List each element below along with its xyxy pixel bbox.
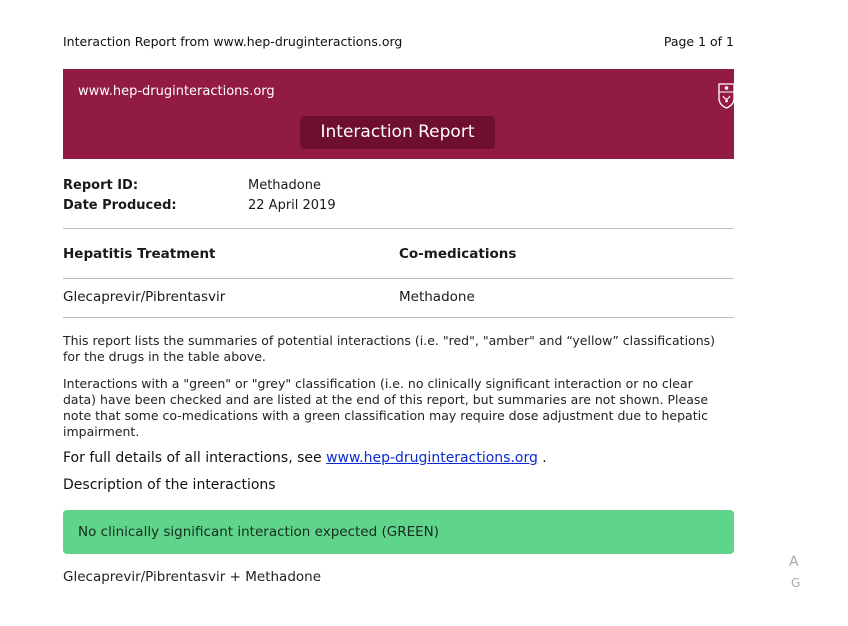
edge-letter-g: G	[791, 576, 801, 590]
details-prefix: For full details of all interactions, see	[63, 450, 327, 466]
divider	[63, 278, 734, 279]
cell-hepatitis-treatment: Glecaprevir/Pibrentasvir	[63, 289, 226, 305]
details-suffix: .	[537, 450, 547, 466]
meta-row-report-id	[63, 178, 463, 198]
divider	[63, 317, 734, 318]
date-label: Date Produced:	[63, 198, 177, 213]
description-heading: Description of the interactions	[63, 477, 276, 493]
divider	[63, 228, 734, 229]
intro-paragraph: This report lists the summaries of potential interactions (i.e. "red", "amber" and “yellow” classifications) for the drugs in the table above.	[63, 333, 716, 364]
crest-icon	[718, 83, 735, 109]
page-number: Page 1 of 1	[663, 34, 734, 49]
report-banner	[63, 69, 848, 159]
full-details-line	[63, 450, 547, 466]
cell-co-medication: Methadone	[399, 289, 475, 305]
report-id-value: Methadone	[248, 178, 321, 193]
header-co-medications: Co-medications	[399, 246, 517, 262]
banner-site-url: www.hep-druginteractions.org	[78, 84, 275, 99]
classification-paragraph: Interactions with a "green" or "grey" classification (i.e. no clinically significant interaction or no clear data) have been checked and are listed at the end of this report, but summaries are not shown. Please note that some co-medications with a green classification may require dose adjustment due to hepatic impairment.	[63, 376, 709, 439]
interaction-pair: Glecaprevir/Pibrentasvir + Methadone	[63, 569, 322, 585]
page-header	[63, 34, 734, 52]
edge-letter-a: A	[789, 554, 799, 570]
page-header-title: Interaction Report from www.hep-druginteractions.org	[63, 34, 403, 49]
logo-university-of: UNIVERSITY OF	[746, 81, 821, 89]
date-value: 22 April 2019	[248, 198, 336, 213]
site-link[interactable]: www.hep-druginteractions.org	[326, 450, 538, 466]
report-id-label: Report ID:	[63, 178, 139, 193]
logo-liverpool: LIVERPOOL	[742, 90, 848, 109]
header-hepatitis-treatment: Hepatitis Treatment	[63, 246, 216, 262]
report-title: Interaction Report	[300, 116, 495, 149]
meta-row-date	[63, 198, 463, 218]
report-meta	[63, 178, 463, 218]
interaction-status-box: No clinically significant interaction expected (GREEN)	[63, 510, 734, 554]
